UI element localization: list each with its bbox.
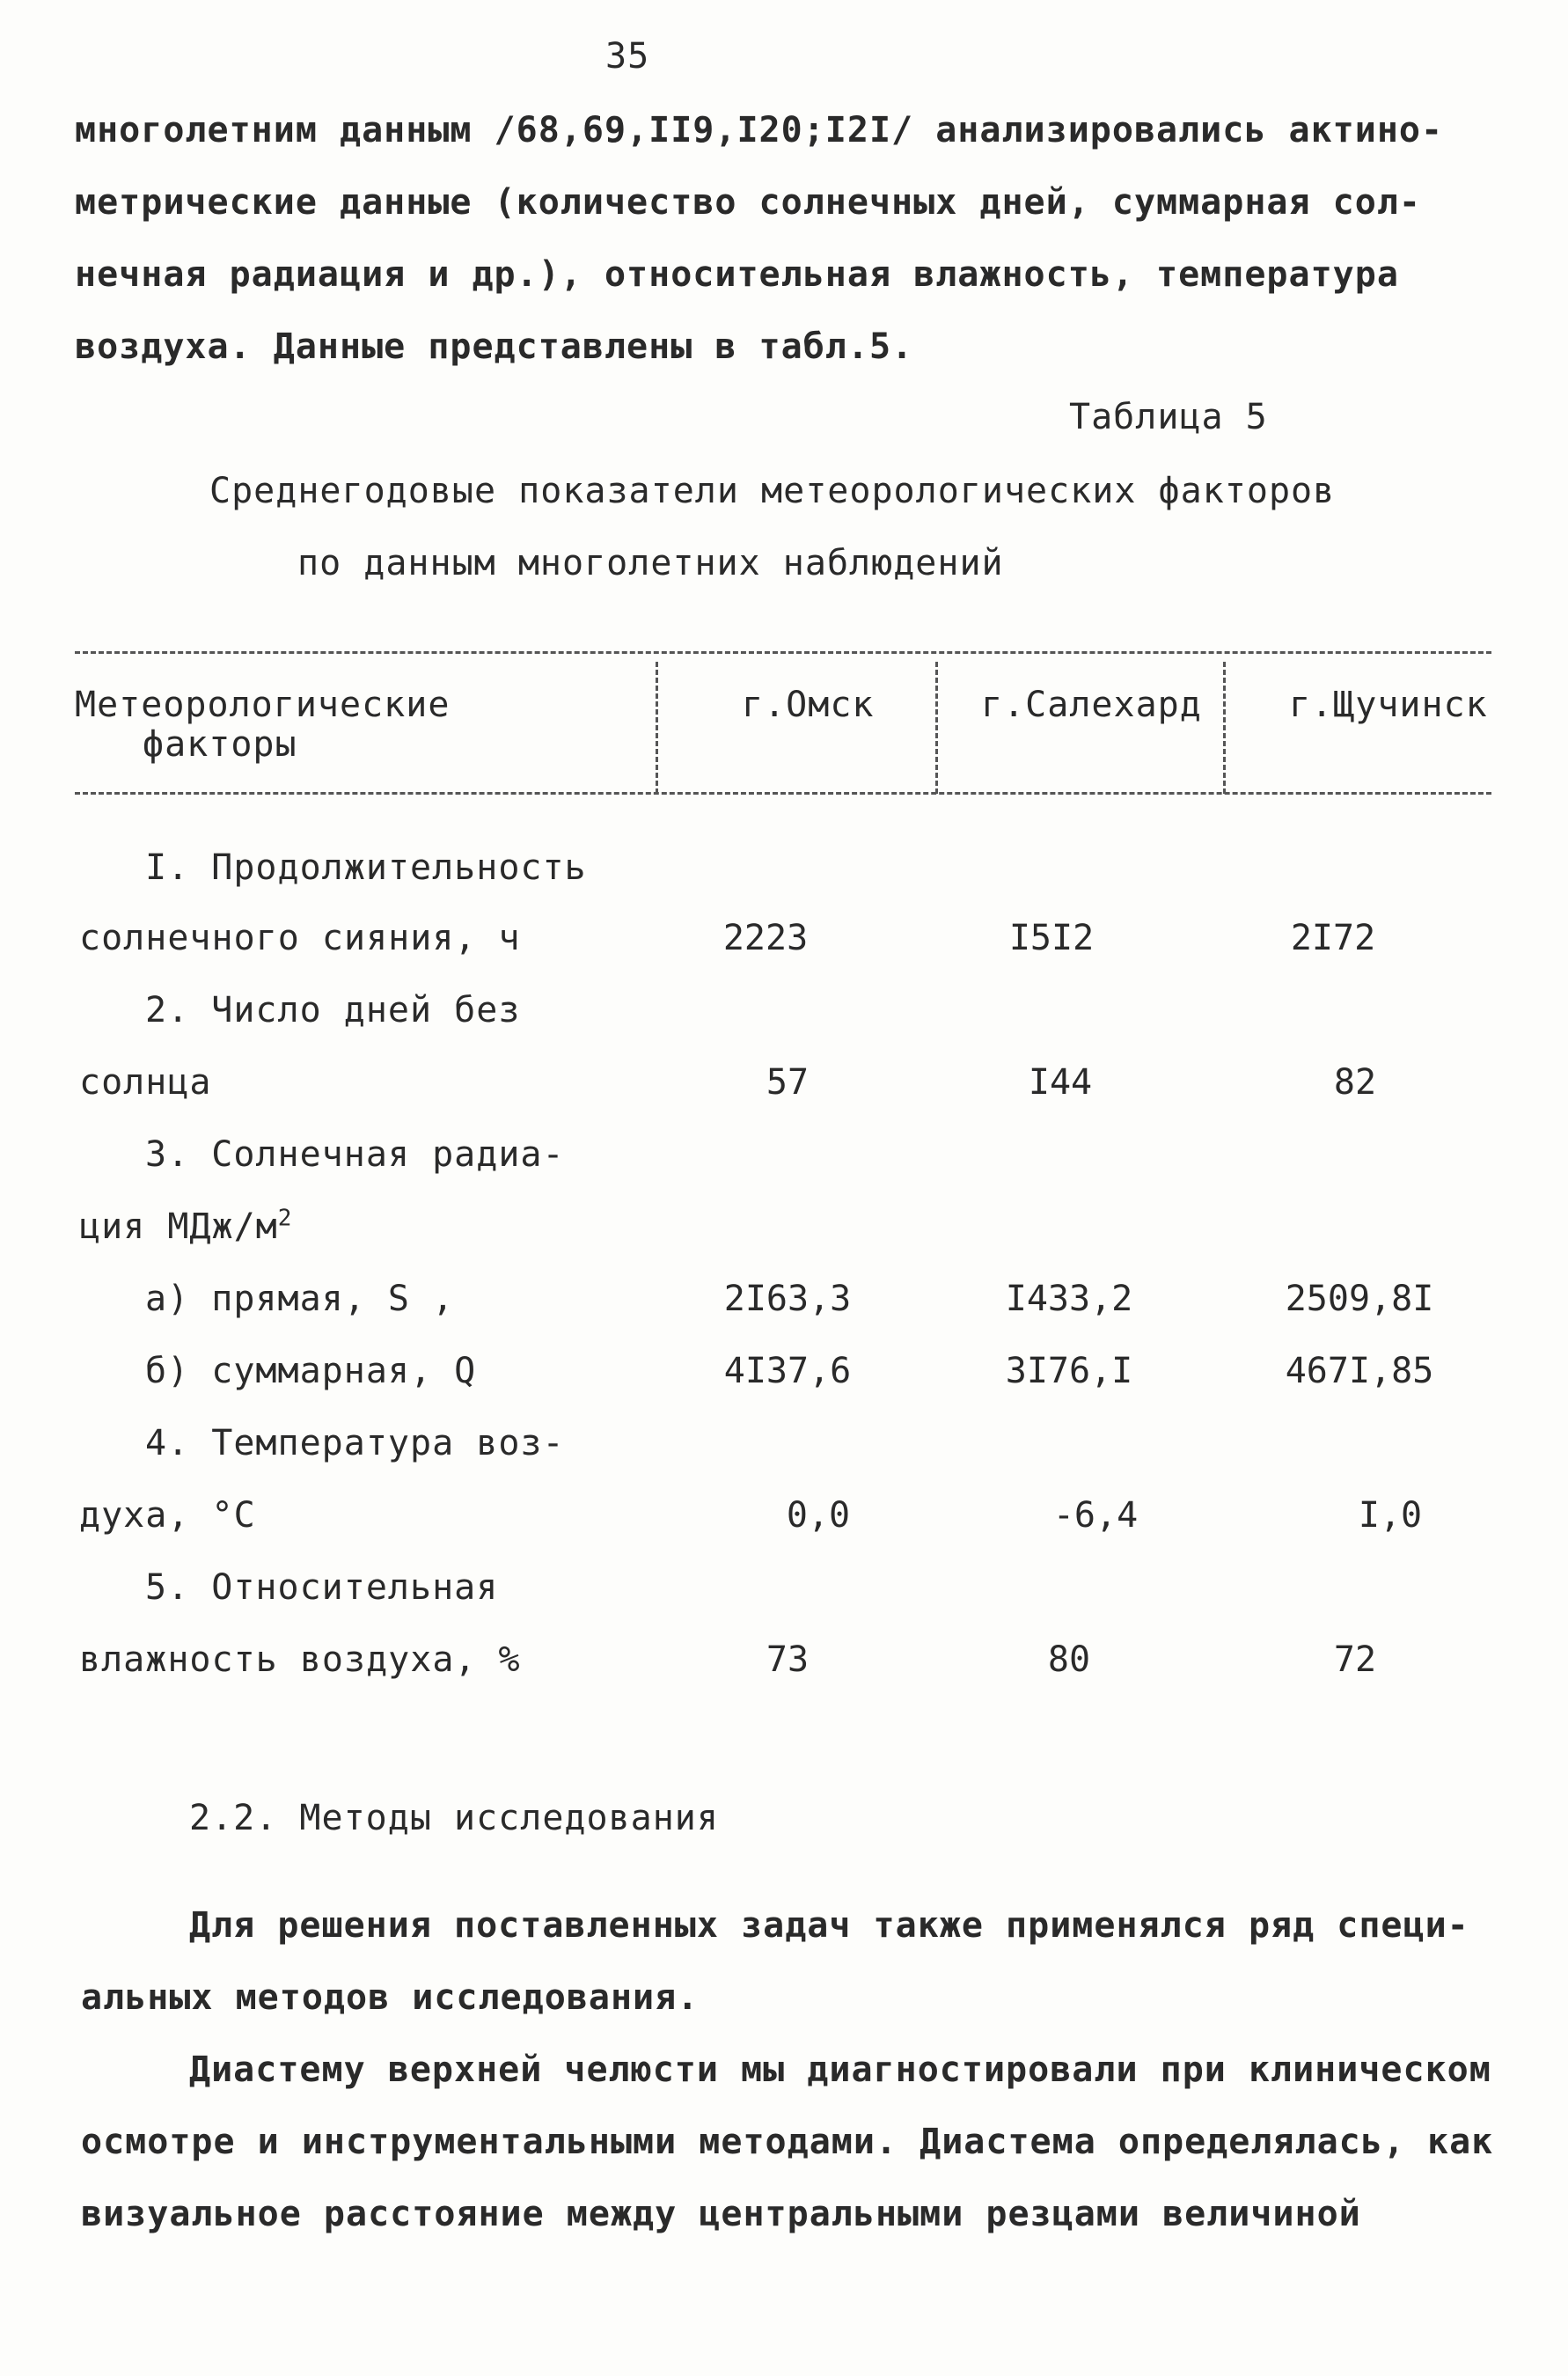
cell-value: 2509,8I — [1285, 1279, 1434, 1319]
row-label: 2. Число дней без — [145, 990, 521, 1030]
cell-value: 72 — [1333, 1639, 1377, 1680]
body-line: Для решения поставленных задач также применялся ряд специ- — [189, 1905, 1469, 1946]
header-col-omsk: г.Омск — [742, 685, 875, 725]
table-label: Таблица 5 — [1069, 397, 1268, 437]
intro-line: многолетним данным /68,69,II9,I20;I2I/ анализировались актино- — [75, 110, 1444, 150]
cell-value: 4I37,6 — [723, 1351, 852, 1391]
unit-text: ция МДж/м — [79, 1206, 278, 1247]
row-label: 5. Относительная — [145, 1567, 499, 1608]
cell-value: 0,0 — [786, 1495, 851, 1536]
table-top-rule — [75, 651, 1491, 654]
cell-value: 2223 — [722, 918, 809, 958]
cell-value: 467I,85 — [1285, 1351, 1434, 1391]
intro-line: воздуха. Данные представлены в табл.5. — [75, 326, 914, 367]
body-line: осмотре и инструментальными методами. Диастема определялась, как — [81, 2122, 1494, 2162]
header-separator — [1223, 662, 1226, 794]
row-label: солнца — [79, 1062, 212, 1103]
row-label: б) суммарная, Q — [145, 1351, 477, 1391]
body-line: альных методов исследования. — [81, 1977, 700, 2018]
table-header-rule — [75, 792, 1491, 795]
intro-line: нечная радиация и др.), относительная влажность, температура — [75, 254, 1399, 295]
row-label: духа, °С — [79, 1495, 256, 1536]
header-separator — [935, 662, 938, 794]
cell-value: I,0 — [1358, 1495, 1423, 1536]
unit-exponent: 2 — [277, 1205, 293, 1232]
cell-value: 2I72 — [1290, 918, 1376, 958]
cell-value: -6,4 — [1052, 1495, 1139, 1536]
header-factor: факторы — [143, 724, 297, 765]
row-label: солнечного сияния, ч — [79, 918, 521, 958]
body-line: Диастему верхней челюсти мы диагностировали при клиническом — [189, 2050, 1491, 2090]
row-label: а) прямая, S , — [145, 1279, 455, 1319]
table-caption: по данным многолетних наблюдений — [297, 543, 1004, 583]
header-separator — [656, 662, 658, 794]
header-col-shchuchinsk: г.Щучинск — [1289, 685, 1488, 725]
cell-value: 80 — [1047, 1639, 1091, 1680]
cell-value: 2I63,3 — [723, 1279, 852, 1319]
cell-value: I5I2 — [1008, 918, 1095, 958]
table-caption: Среднегодовые показатели метеорологических факторов — [209, 471, 1336, 511]
cell-value: I44 — [1028, 1062, 1093, 1103]
row-label: 4. Температура воз- — [145, 1423, 565, 1463]
page-number: 35 — [605, 36, 650, 77]
row-label: влажность воздуха, % — [79, 1639, 521, 1680]
row-label: I. Продолжительность — [145, 847, 587, 888]
cell-value: 3I76,I — [1005, 1351, 1133, 1391]
section-title: 2.2. Методы исследования — [189, 1798, 719, 1838]
body-line: визуальное расстояние между центральными резцами величиной — [81, 2194, 1361, 2234]
row-label-unit — [79, 1204, 292, 1250]
cell-value: 57 — [766, 1062, 810, 1103]
header-col-salekhard: г.Салехард — [981, 685, 1202, 725]
row-label: 3. Солнечная радиа- — [145, 1134, 565, 1175]
cell-value: 73 — [766, 1639, 810, 1680]
intro-line: метрические данные (количество солнечных дней, суммарная сол- — [75, 182, 1422, 223]
cell-value: 82 — [1333, 1062, 1377, 1103]
header-factor: Метеорологические — [75, 685, 451, 725]
cell-value: I433,2 — [1005, 1279, 1133, 1319]
